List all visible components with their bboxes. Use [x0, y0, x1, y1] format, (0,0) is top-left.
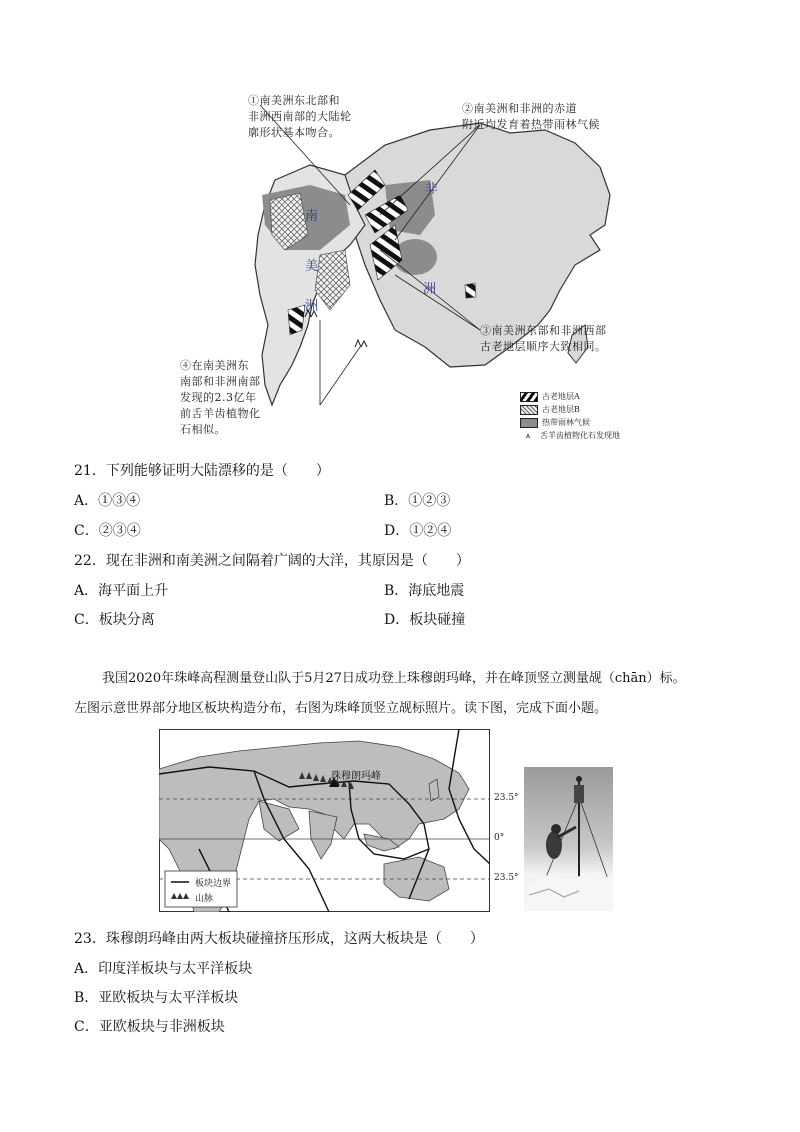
everest-label: 珠穆朗玛峰	[331, 771, 381, 782]
legend-rainforest-label: 热带雨林气候	[542, 418, 590, 427]
map1-legend	[520, 390, 620, 442]
south-america-label-2: 美	[305, 259, 319, 274]
question-21-option-d[interactable]: D．①②④	[384, 523, 452, 539]
question-22-option-c[interactable]: C．板块分离	[74, 612, 155, 628]
legend-strata-a-label: 古老地层A	[542, 392, 580, 401]
africa-label-2: 洲	[423, 282, 437, 297]
legend-strata-b-swatch	[520, 405, 538, 415]
fossil-icon: ⩚	[525, 430, 531, 440]
equator-label: 0°	[494, 833, 505, 843]
africa-label-1: 非	[425, 182, 439, 197]
question-23-option-a[interactable]: A．印度洋板块与太平洋板块	[74, 961, 253, 977]
legend-fossil-label: 舌羊齿植物化石发现地	[540, 431, 620, 440]
plate-map-figure	[159, 729, 519, 912]
legend-strata-b-label: 古老地层B	[542, 405, 580, 414]
question-21-option-a[interactable]: A．①③④	[74, 493, 141, 509]
annotation-4: ④在南美洲东 南部和非洲南部 发现的2.3亿年 前舌羊齿植物化 石相似。	[180, 359, 261, 436]
question-23-option-b[interactable]: B．亚欧板块与太平洋板块	[74, 990, 239, 1006]
summit-beacon-illustration	[524, 767, 613, 911]
annotation-3: ③南美洲东部和非洲西部 古老地层顺序大致相同。	[480, 324, 607, 353]
question-22-option-b[interactable]: B．海底地震	[384, 583, 465, 599]
question-22-option-a[interactable]: A．海平面上升	[74, 583, 169, 599]
question-23-stem: 23．珠穆朗玛峰由两大板块碰撞挤压形成，这两大板块是（ ）	[74, 931, 484, 947]
legend-plate-boundary-label: 板块边界	[195, 879, 232, 889]
annotation-2: ②南美洲和非洲的赤道 附近均发育着热带雨林气候	[462, 102, 600, 131]
south-america-label-1: 南	[305, 209, 319, 224]
question-21-option-b[interactable]: B．①②③	[384, 493, 451, 509]
latitude-south-label: 23.5°	[494, 873, 519, 883]
south-america-label-3: 洲	[305, 299, 319, 314]
passage-line-1: 我国2020年珠峰高程测量登山队于5月27日成功登上珠穆朗玛峰，并在峰顶竖立测量觇（chān）标。	[102, 671, 686, 686]
question-21-option-c[interactable]: C．②③④	[74, 523, 141, 539]
latitude-north-label: 23.5°	[494, 793, 519, 803]
question-23-option-c[interactable]: C．亚欧板块与非洲板块	[74, 1019, 225, 1035]
continental-drift-figure	[180, 85, 620, 445]
legend-mountain-label: 山脉	[195, 894, 214, 904]
passage-line-2: 左图示意世界部分地区板块构造分布，右图为珠峰顶竖立觇标照片。读下图，完成下面小题。	[74, 701, 608, 716]
everest-summit-photo	[524, 767, 613, 911]
question-21-stem: 21．下列能够证明大陆漂移的是（ ）	[74, 463, 330, 479]
question-22-option-d[interactable]: D．板块碰撞	[384, 612, 466, 628]
legend-rainforest-swatch	[520, 418, 538, 428]
question-22-stem: 22．现在非洲和南美洲之间隔着广阔的大洋，其原因是（ ）	[74, 553, 470, 569]
annotation-1: ①南美洲东北部和 非洲西南部的大陆轮 廓形状基本吻合。	[248, 94, 352, 139]
legend-strata-a-swatch	[520, 392, 538, 402]
